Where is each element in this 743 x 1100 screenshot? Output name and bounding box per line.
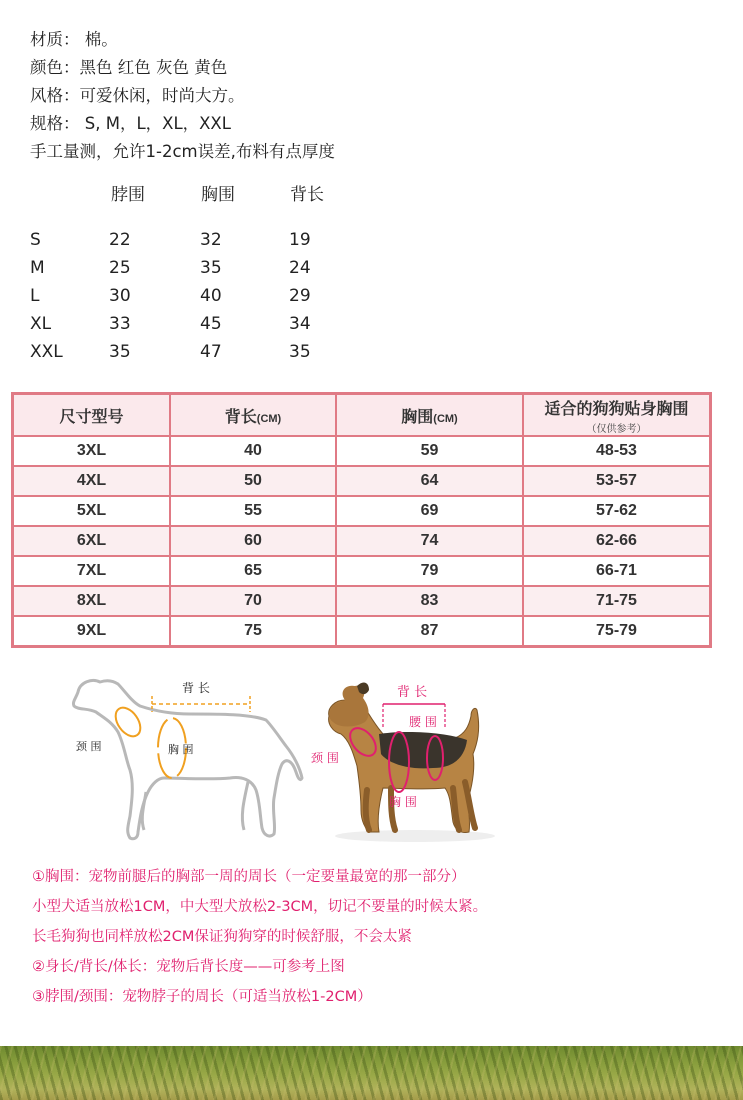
size-table-header — [0, 180, 743, 208]
chest-cell: 47 — [200, 342, 222, 362]
neck-cell: 25 — [109, 258, 131, 278]
neck-cell: 33 — [109, 314, 131, 334]
size-cell: 3XL — [13, 436, 170, 466]
header-fit-chest: 适合的狗狗贴身胸围 （仅供参考） — [523, 394, 710, 436]
chest-cell: 69 — [336, 496, 523, 526]
header-chest: 胸围 — [201, 185, 235, 205]
chest-cell: 35 — [200, 258, 222, 278]
dog-outline-diagram — [60, 660, 310, 850]
table-row — [0, 258, 743, 286]
table-row — [13, 436, 710, 466]
outline-label-back: 背 长 — [182, 681, 210, 695]
size-cell: L — [30, 286, 40, 306]
size-cell: S — [30, 230, 41, 250]
chest-cell: 32 — [200, 230, 222, 250]
neck-cell: 35 — [109, 342, 131, 362]
size-cell: M — [30, 258, 45, 278]
chest-cell: 74 — [336, 526, 523, 556]
back-cell: 70 — [170, 586, 336, 616]
fit-cell: 62-66 — [523, 526, 710, 556]
size-cell: 7XL — [13, 556, 170, 586]
header-back: 背长 — [290, 185, 324, 205]
measurement-notes — [32, 862, 487, 1012]
spec-material: 材质： 棉。 — [30, 30, 118, 49]
fit-cell: 48-53 — [523, 436, 710, 466]
table-row — [13, 466, 710, 496]
outline-label-chest: 胸 围 — [168, 743, 194, 756]
back-cell: 34 — [289, 314, 311, 334]
table-row — [13, 526, 710, 556]
photo-label-back: 背 长 — [397, 685, 428, 700]
table-row — [0, 230, 743, 258]
size-cell: XL — [30, 314, 52, 334]
note-back-length: ②身长/背长/体长：宠物后背长度——可参考上图 — [32, 959, 345, 975]
fit-cell: 66-71 — [523, 556, 710, 586]
table-row — [0, 314, 743, 342]
dog-outline-legs — [142, 782, 248, 830]
size-cell: XXL — [30, 342, 63, 362]
back-cell: 50 — [170, 466, 336, 496]
back-cell: 35 — [289, 342, 311, 362]
photo-label-neck: 颈 围 — [311, 751, 339, 765]
spec-color: 颜色：黑色 红色 灰色 黄色 — [30, 58, 228, 77]
table-row — [13, 586, 710, 616]
size-cell: 5XL — [13, 496, 170, 526]
chest-cell: 79 — [336, 556, 523, 586]
neck-cell: 22 — [109, 230, 131, 250]
grass-photo-strip — [0, 1046, 743, 1100]
chest-cell: 64 — [336, 466, 523, 496]
photo-label-waist: 腰 围 — [409, 715, 437, 729]
header-back-length: 背长(CM) — [170, 394, 336, 436]
spec-sizes: 规格： S, M，L，XL，XXL — [30, 114, 231, 133]
back-cell: 24 — [289, 258, 311, 278]
large-size-table — [11, 392, 710, 648]
chest-cell: 87 — [336, 616, 523, 646]
ground-shadow — [335, 830, 495, 842]
note-chest: ①胸围：宠物前腿后的胸部一周的周长（一定要量最宽的那一部分） — [32, 869, 466, 885]
spec-list — [30, 26, 335, 166]
size-cell: 4XL — [13, 466, 170, 496]
table-row — [13, 496, 710, 526]
fit-cell: 75-79 — [523, 616, 710, 646]
table-row — [0, 342, 743, 370]
size-cell: 8XL — [13, 586, 170, 616]
fit-cell: 71-75 — [523, 586, 710, 616]
outline-label-neck: 颈 围 — [76, 740, 102, 753]
back-cell: 65 — [170, 556, 336, 586]
header-chest: 胸围(CM) — [336, 394, 523, 436]
note-neck: ③脖围/颈围：宠物脖子的周长（可适当放松1-2CM） — [32, 989, 372, 1005]
spec-style: 风格：可爱休闲，时尚大方。 — [30, 86, 245, 105]
note-small-dog: 小型犬适当放松1CM，中大型犬放松2-3CM，切记不要量的时候太紧。 — [32, 899, 488, 915]
chest-cell: 40 — [200, 286, 222, 306]
back-cell: 19 — [289, 230, 311, 250]
chest-cell: 83 — [336, 586, 523, 616]
table-row — [13, 616, 710, 646]
header-size: 尺寸型号 — [13, 394, 170, 436]
table-row — [13, 556, 710, 586]
back-cell: 60 — [170, 526, 336, 556]
fit-cell: 53-57 — [523, 466, 710, 496]
size-cell: 9XL — [13, 616, 170, 646]
back-cell: 29 — [289, 286, 311, 306]
size-cell: 6XL — [13, 526, 170, 556]
back-cell: 55 — [170, 496, 336, 526]
neck-measure-ring — [111, 703, 146, 741]
chest-cell: 59 — [336, 436, 523, 466]
note-long-hair: 长毛狗狗也同样放松2CM保证狗狗穿的时候舒服，不会太紧 — [32, 929, 412, 945]
neck-cell: 30 — [109, 286, 131, 306]
photo-label-chest: 胸 围 — [389, 795, 417, 809]
spec-note: 手工量测，允许1-2cm误差,布料有点厚度 — [30, 142, 335, 161]
dog-photo-diagram — [305, 670, 505, 845]
table-row — [0, 286, 743, 314]
header-neck: 脖围 — [111, 185, 145, 205]
back-cell: 40 — [170, 436, 336, 466]
fit-cell: 57-62 — [523, 496, 710, 526]
chest-cell: 45 — [200, 314, 222, 334]
back-cell: 75 — [170, 616, 336, 646]
